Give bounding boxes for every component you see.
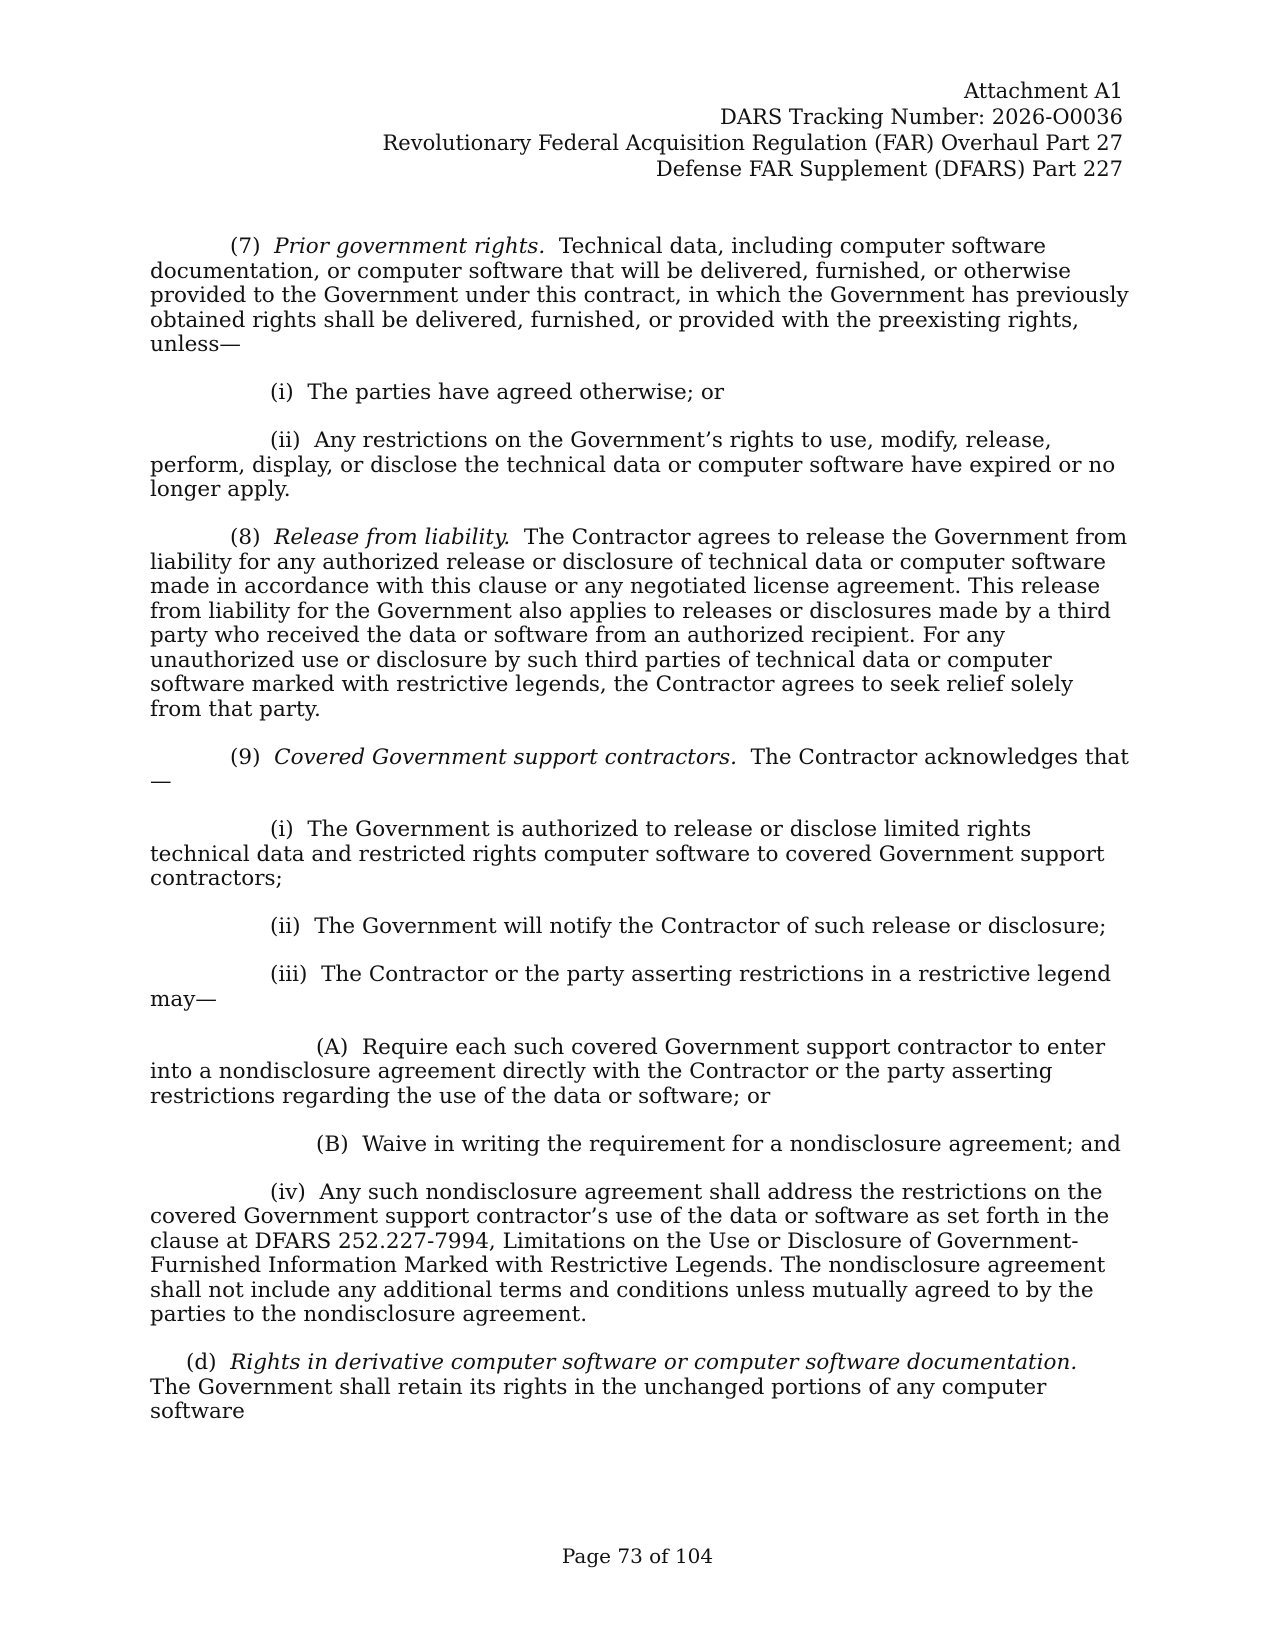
paragraph-9-iv <box>150 1181 1130 1328</box>
paragraph-9-iii <box>150 963 1130 1012</box>
paragraph-text: The Contractor acknowledges that— <box>150 744 1129 794</box>
paragraph-9 <box>150 746 1130 795</box>
paragraph-7 <box>150 235 1130 358</box>
paragraph-title: Release from liability. <box>274 525 511 550</box>
paragraph-text: Technical data, including computer software documentation, or computer software that will be delivered, furnished, or otherwise provided to the Government under this contract, in which the Government has previously obtained rights shall be delivered, furnished, or provided with the preexisting rights, unless— <box>150 234 1129 357</box>
paragraph-7-ii <box>150 429 1130 503</box>
paragraph-7-i <box>150 381 1130 406</box>
paragraph-title: Covered Government support contractors. <box>274 744 737 770</box>
document-header <box>383 78 1124 182</box>
header-dfars-part: Defense FAR Supplement (DFARS) Part 227 <box>655 157 1123 181</box>
paragraph-text: The Government shall retain its rights in the unchanged portions of any computer software <box>150 1374 1047 1424</box>
header-far-part: Revolutionary Federal Acquisition Regulation (FAR) Overhaul Part 27 <box>382 131 1123 155</box>
paragraph-text: Any such nondisclosure agreement shall address the restrictions on the covered Government support contractor’s use of the data or software as set forth in the clause at DFARS 252.227-7994, Limitations on the Use or Disclosure of Government-Furnished Information Marked with Restrictive Legends. The nondisclosure agreement shall not include any additional terms and conditions unless mutually agreed to by the parties to the nondisclosure agreement. <box>150 1179 1110 1327</box>
paragraph-label: (A) <box>316 1034 349 1060</box>
paragraph-label: (i) <box>270 817 294 842</box>
paragraph-text: Any restrictions on the Government’s rights to use, modify, release, perform, display, or disclose the technical data or computer software have expired or no longer apply. <box>150 428 1116 502</box>
paragraph-label: (d) <box>186 1350 217 1375</box>
paragraph-title: Prior government rights. <box>274 234 546 259</box>
paragraph-text: Waive in writing the requirement for a nondisclosure agreement; and <box>362 1131 1121 1157</box>
header-tracking-number: DARS Tracking Number: 2026-O0036 <box>720 105 1123 129</box>
paragraph-text: The Government will notify the Contractor of such release or disclosure; <box>314 914 1107 939</box>
paragraph-text: Require each such covered Government support contractor to enter into a nondisclosure agreement directly with the Contractor or the party asserting restrictions regarding the use of the data or software; or <box>150 1034 1106 1109</box>
paragraph-label: (ii) <box>270 428 301 453</box>
paragraph-label: (8) <box>230 525 261 550</box>
paragraph-label: (9) <box>230 744 261 770</box>
paragraph-label: (iv) <box>270 1179 306 1205</box>
paragraph-title: Rights in derivative computer software or computer software documentation. <box>230 1350 1078 1375</box>
paragraph-label: (i) <box>270 380 294 405</box>
document-body <box>150 235 1130 1448</box>
paragraph-9-i <box>150 818 1130 892</box>
paragraph-label: (iii) <box>270 962 308 987</box>
paragraph-text: The Government is authorized to release or disclose limited rights technical data and restricted rights computer software to covered Government support contractors; <box>150 817 1105 891</box>
paragraph-text: The Contractor or the party asserting restrictions in a restrictive legend may— <box>150 962 1112 1012</box>
header-attachment: Attachment A1 <box>964 79 1123 103</box>
page-number: Page 73 of 104 <box>561 1544 714 1568</box>
paragraph-label: (B) <box>316 1131 349 1157</box>
paragraph-text: The parties have agreed otherwise; or <box>307 380 725 405</box>
paragraph-label: (7) <box>230 234 261 259</box>
paragraph-8 <box>150 526 1130 722</box>
paragraph-9-iii-a <box>150 1036 1130 1110</box>
paragraph-text: The Contractor agrees to release the Government from liability for any authorized release or disclosure of technical data or computer software made in accordance with this clause or any negotiated license agreement. This release from liability for the Government also applies to releases or disclosures made by a third party who received the data or software from an authorized recipient. For any unauthorized use or disclosure by such third parties of technical data or computer software marked with restrictive legends, the Contractor agrees to seek relief solely from that party. <box>150 525 1128 722</box>
paragraph-9-ii <box>150 915 1130 940</box>
paragraph-9-iii-b <box>150 1133 1130 1158</box>
paragraph-d <box>150 1351 1130 1425</box>
paragraph-label: (ii) <box>270 914 301 939</box>
